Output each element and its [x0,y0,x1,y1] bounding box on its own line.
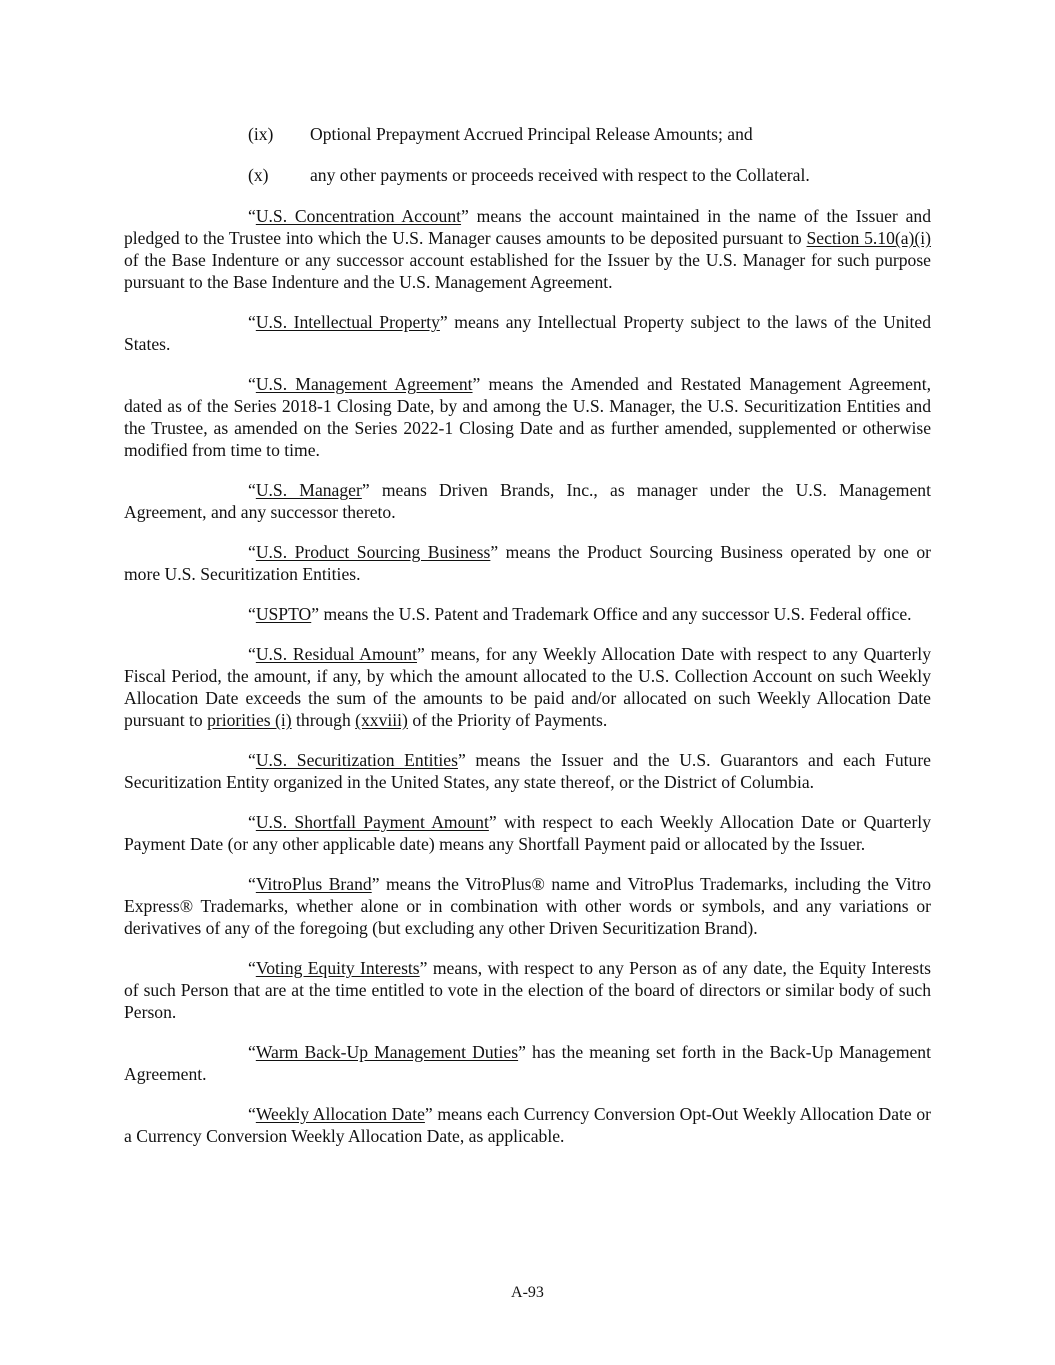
definition-paragraph: “U.S. Concentration Account” means the account maintained in the name of the Issuer and pledged to the Trustee into which the U.S. Manager causes amounts to be deposited pursuant to Section 5.10(a)(i) of the Base Indenture or any successor account established for the Issuer by the U.S. Manager for such purpose pursuant to the Base Indenture and the U.S. Management Agreement. [124,206,932,292]
defined-term: U.S. Manager [255,480,362,500]
definition-paragraph: “U.S. Securitization Entities” means the Issuer and the U.S. Guarantors and each Future Securitization Entity organized in the United States, any state thereof, or the District of Columbia. [124,750,931,792]
definition-text: ” means the account maintained in the name of the Issuer and pledged to the Trustee into which the U.S. Manager causes amounts to be deposited pursuant to [124,206,932,248]
definition-paragraph: “U.S. Shortfall Payment Amount” with respect to each Weekly Allocation Date or Quarterly Payment Date (or any other applicable date) means any Shortfall Payment paid or allocated by the Issuer. [124,812,931,854]
definition-paragraph: “U.S. Intellectual Property” means any Intellectual Property subject to the laws of the United States. [124,312,931,354]
document-body [124,120,931,1147]
definition-text: ” means the Issuer and the U.S. Guarantors and each Future Securitization Entity organized in the United States, any state thereof, or the District of Columbia. [124,750,931,792]
list-item [124,123,931,145]
defined-term: U.S. Shortfall Payment Amount [255,812,489,832]
definition-text: ” means, for any Weekly Allocation Date with respect to any Quarterly Fiscal Period, the amount, if any, by which the amount allocated to the U.S. Collection Account on such Weekly Allocation Date exceeds the sum of the amounts to be paid and/or allocated on such Weekly Allocation Date pursuant to [124,644,931,730]
definition-paragraph: “U.S. Management Agreement” means the Amended and Restated Management Agreement, dated as of the Series 2018-1 Closing Date, by and among the U.S. Manager, the U.S. Securitization Entities and the Trustee, as amended on the Series 2022-1 Closing Date and as further amended, supplemented or otherwise modified from time to time. [124,374,931,460]
definition-text: ” means the VitroPlus® name and VitroPlus Trademarks, including the Vitro Express® Trademarks, whether alone or in combination with other words or symbols, and any variations or derivatives of any of the foregoing (but excluding any other Driven Securitization Brand). [124,874,931,938]
defined-term: U.S. Concentration Account [255,206,462,226]
cross-reference: (xxviii) [355,710,408,730]
definition-text: ” means the Product Sourcing Business operated by one or more U.S. Securitization Entities. [124,542,931,584]
definition-text: ” means the U.S. Patent and Trademark Office and any successor U.S. Federal office. [311,604,912,624]
defined-term: Weekly Allocation Date [255,1104,425,1124]
cross-reference: priorities (i) [207,710,292,730]
defined-term: U.S. Residual Amount [255,644,417,664]
defined-term: Voting Equity Interests [255,958,420,978]
list-item-text: Optional Prepayment Accrued Principal Release Amounts; and [310,124,753,144]
definition-text: through [291,710,356,730]
cross-reference: Section 5.10(a)(i) [806,228,931,248]
definition-paragraph: “Warm Back-Up Management Duties” has the meaning set forth in the Back-Up Management Agreement. [124,1042,931,1084]
page-number: A-93 [511,1284,544,1301]
list-item [124,164,931,186]
definition-text: ” means the Amended and Restated Management Agreement, dated as of the Series 2018-1 Closing Date, by and among the U.S. Manager, the U.S. Securitization Entities and the Trustee, as amended on the Series 2022-1 Closing Date and as further amended, supplemented or otherwise modified from time to time. [124,374,931,460]
definition-paragraph: “U.S. Residual Amount” means, for any Weekly Allocation Date with respect to any Quarterly Fiscal Period, the amount, if any, by which the amount allocated to the U.S. Collection Account on such Weekly Allocation Date exceeds the sum of the amounts to be paid and/or allocated on such Weekly Allocation Date pursuant to priorities (i) through (xxviii) of the Priority of Payments. [124,644,931,730]
definition-paragraph: “VitroPlus Brand” means the VitroPlus® name and VitroPlus Trademarks, including the Vitro Express® Trademarks, whether alone or in combination with other words or symbols, and any variations or derivatives of any of the foregoing (but excluding any other Driven Securitization Brand). [124,874,931,938]
list-item-text: any other payments or proceeds received with respect to the Collateral. [310,165,810,185]
definition-text: ” means Driven Brands, Inc., as manager under the U.S. Management Agreement, and any successor thereto. [124,480,931,522]
definition-text: ” means, with respect to any Person as of any date, the Equity Interests of such Person that are at the time entitled to vote in the election of the board of directors or similar body of such Person. [124,958,931,1022]
defined-term: USPTO [255,604,312,624]
definition-paragraph: “U.S. Manager” means Driven Brands, Inc., as manager under the U.S. Management Agreement, and any successor thereto. [124,480,931,522]
list-item-number: (x) [248,165,269,185]
defined-term: U.S. Management Agreement [255,374,473,394]
defined-term: VitroPlus Brand [255,874,372,894]
defined-term: Warm Back-Up Management Duties [255,1042,519,1062]
definition-paragraph: “U.S. Product Sourcing Business” means the Product Sourcing Business operated by one or more U.S. Securitization Entities. [124,542,931,584]
definition-text: of the Base Indenture or any successor account established for the Issuer by the U.S. Manager for such purpose pursuant to the Base Indenture and the U.S. Management Agreement. [124,250,931,292]
enumerated-list [124,123,931,186]
defined-term: U.S. Securitization Entities [255,750,458,770]
definition-paragraph: “Voting Equity Interests” means, with respect to any Person as of any date, the Equity Interests of such Person that are at the time entitled to vote in the election of the board of directors or similar body of such Person. [124,958,931,1022]
definition-text: ” has the meaning set forth in the Back-Up Management Agreement. [124,1042,931,1084]
definition-paragraph: “USPTO” means the U.S. Patent and Trademark Office and any successor U.S. Federal office. [248,604,912,624]
definitions-list [124,205,931,1147]
definition-text: ” means any Intellectual Property subject to the laws of the United States. [124,312,931,354]
definition-text: ” with respect to each Weekly Allocation Date or Quarterly Payment Date (or any other applicable date) means any Shortfall Payment paid or allocated by the Issuer. [124,812,931,854]
defined-term: U.S. Product Sourcing Business [255,542,491,562]
defined-term: U.S. Intellectual Property [255,312,440,332]
list-item-number: (ix) [248,124,274,144]
definition-text: ” means each Currency Conversion Opt-Out Weekly Allocation Date or a Currency Conversion Weekly Allocation Date, as applicable. [124,1104,931,1146]
definition-paragraph: “Weekly Allocation Date” means each Currency Conversion Opt-Out Weekly Allocation Date or a Currency Conversion Weekly Allocation Date, as applicable. [124,1104,931,1146]
definition-text: of the Priority of Payments. [407,710,608,730]
